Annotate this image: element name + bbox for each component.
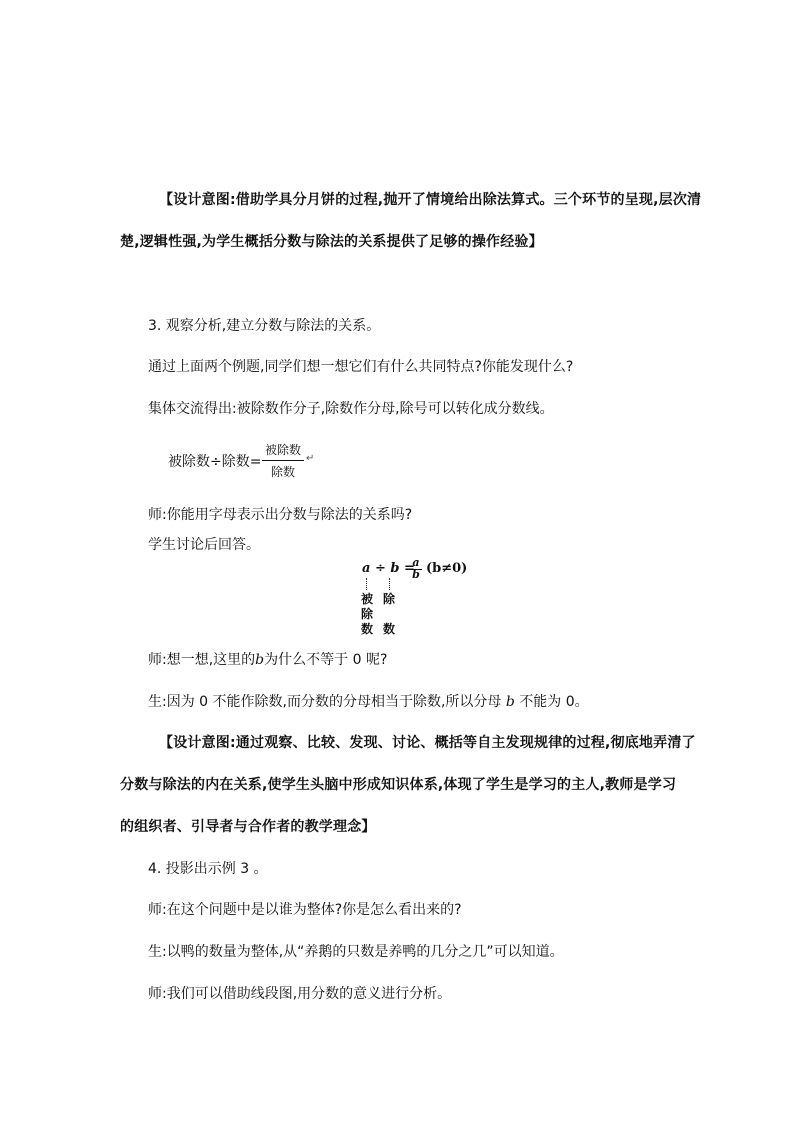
design-note-2-line-2: 分数与除法的内在关系,使学生头脑中形成知识体系,体现了学生是学习的主人,教师是学习 <box>120 777 677 793</box>
formula-2-expression: a ÷ b = <box>362 561 415 576</box>
section-3-heading: 3. 观察分析,建立分数与除法的关系。 <box>148 318 381 334</box>
formula-division-fraction-letters: a ÷ b = a b (b≠0) 被 除 数 除 数 <box>360 556 468 636</box>
student-answer-3: 生:以鸭的数量为整体,从“养鹅的只数是养鸭的几分之几”可以知道。 <box>148 944 564 960</box>
divisor-pointer-line <box>389 578 390 590</box>
dividend-pointer-line <box>366 578 367 590</box>
label-dividend-1: 被 <box>360 592 373 606</box>
formula-1-numerator: 被除数 <box>264 443 301 457</box>
label-dividend-2: 除 <box>360 607 373 621</box>
students-answer-note: 学生讨论后回答。 <box>148 537 260 553</box>
student-answer-2: 生:因为 0 不能作除数,而分数的分母相当于除数,所以分母 b 不能为 0。 <box>148 694 589 710</box>
paragraph-return-icon: ↵ <box>306 453 315 464</box>
section-4-heading: 4. 投影出示例 3 。 <box>148 861 268 877</box>
label-divisor-2: 数 <box>382 622 395 636</box>
label-divisor-1: 除 <box>382 592 395 606</box>
teacher-question-2: 师:想一想,这里的b为什么不等于 0 呢? <box>148 652 388 668</box>
design-note-1-line-2: 楚,逻辑性强,为学生概括分数与除法的关系提供了足够的操作经验】 <box>120 234 543 250</box>
section-3-paragraph-2: 集体交流得出:被除数作分子,除数作分母,除号可以转化成分数线。 <box>148 401 554 417</box>
teacher-question-3: 师:在这个问题中是以谁为整体?你是怎么看出来的? <box>148 902 462 918</box>
formula-1-fraction-bar <box>262 460 304 461</box>
design-note-1-line-1: 【设计意图:借助学具分月饼的过程,抛开了情境给出除法算式。三个环节的呈现,层次清 <box>159 192 702 208</box>
teacher-question-1: 师:你能用字母表示出分数与除法的关系吗? <box>148 507 413 523</box>
formula-1-lhs: 被除数÷除数= <box>168 454 262 470</box>
section-3-paragraph-1: 通过上面两个例题,同学们想一想它们有什么共同特点?你能发现什么? <box>148 359 574 375</box>
design-note-2-line-1: 【设计意图:通过观察、比较、发现、讨论、概括等自主发现规律的过程,彻底地弄清了 <box>159 735 696 751</box>
label-dividend-3: 数 <box>360 622 373 636</box>
teacher-comment: 师:我们可以借助线段图,用分数的意义进行分析。 <box>148 986 452 1002</box>
formula-2-condition: (b≠0) <box>426 561 468 576</box>
design-note-2-line-3: 的组织者、引导者与合作者的教学理念】 <box>120 819 376 835</box>
formula-1-denominator: 除数 <box>270 465 295 479</box>
